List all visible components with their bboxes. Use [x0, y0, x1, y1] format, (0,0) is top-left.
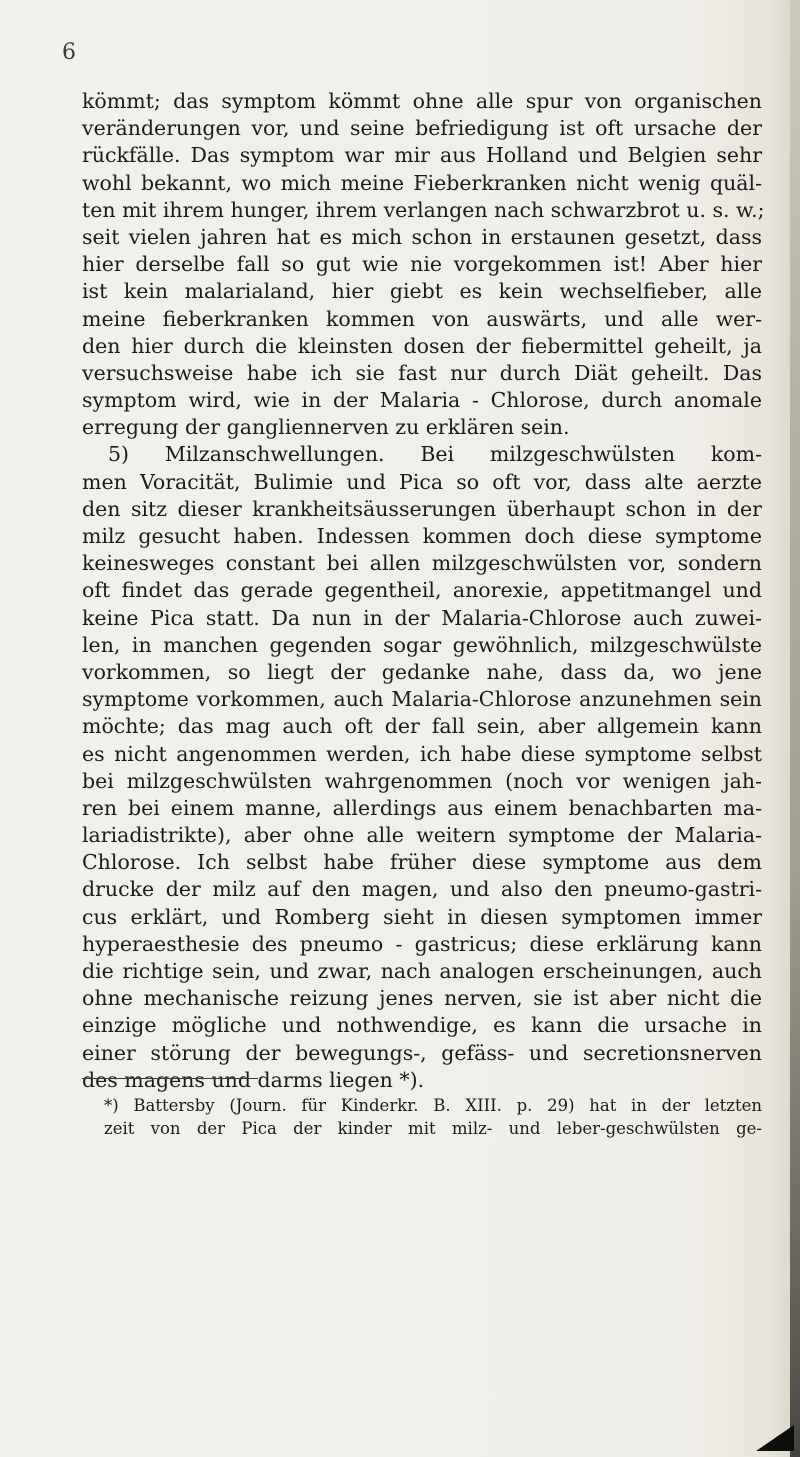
body-line: symptome vorkommen, auch Malaria-Chlorose anzunehmen sein	[82, 687, 762, 712]
section-heading-line: 5) Milzanschwellungen. Bei milzgeschwülsten kom-	[108, 442, 762, 467]
body-line: seit vielen jahren hat es mich schon in erstaunen gesetzt, dass	[82, 224, 762, 249]
body-line: ohne mechanische reizung jenes nerven, sie ist aber nicht die	[82, 986, 762, 1011]
body-line: kömmt; das symptom kömmt ohne alle spur von organischen	[82, 89, 762, 113]
page-number: 6	[62, 40, 76, 65]
body-line: ren bei einem manne, allerdings aus einem benachbarten ma-	[82, 795, 762, 820]
body-line: die richtige sein, und zwar, nach analogen erscheinungen, auch	[82, 959, 762, 983]
body-line: einzige mögliche und nothwendige, es kann die ursache in	[82, 1013, 762, 1038]
body-line: lariadistrikte), aber ohne alle weitern symptome der Malaria-	[82, 823, 762, 848]
body-line: möchte; das mag auch oft der fall sein, aber allgemein kann	[82, 714, 762, 739]
body-line: meine fieberkranken kommen von auswärts, und alle wer-	[82, 306, 762, 331]
footnote-line: zeit von der Pica der kinder mit milz- und leber-geschwülsten ge-	[104, 1119, 762, 1138]
footnote-divider	[82, 1078, 258, 1079]
body-line: oft findet das gerade gegentheil, anorexie, appetitmangel und	[82, 578, 762, 603]
body-line: keine Pica statt. Da nun in der Malaria-Chlorose auch zuwei-	[82, 605, 762, 630]
body-line: len, in manchen gegenden sogar gewöhnlich, milzgeschwülste	[82, 632, 762, 657]
body-line: veränderungen vor, und seine befriedigung ist oft ursache der	[82, 116, 762, 141]
body-text	[82, 88, 765, 1094]
footnote-line: *) Battersby (Journ. für Kinderkr. B. XIII. p. 29) hat in der letzten	[104, 1096, 762, 1115]
body-line: versuchsweise habe ich sie fast nur durch Diät geheilt. Das	[82, 360, 762, 385]
page-corner-shadow	[756, 1425, 794, 1451]
body-line: vorkommen, so liegt der gedanke nahe, dass da, wo jene	[82, 659, 762, 684]
footnote	[104, 1094, 762, 1140]
body-line: hyperaesthesie des pneumo - gastricus; diese erklärung kann	[82, 931, 762, 956]
body-line: rückfälle. Das symptom war mir aus Holland und Belgien sehr	[82, 143, 762, 168]
body-line: drucke der milz auf den magen, und also den pneumo-gastri-	[82, 877, 762, 902]
body-line: erregung der gangliennerven zu erklären sein.	[82, 415, 570, 440]
body-line: einer störung der bewegungs-, gefäss- und secretionsnerven	[82, 1040, 762, 1065]
body-line: ten mit ihrem hunger, ihrem verlangen nach schwarzbrot u. s. w.;	[82, 197, 765, 222]
body-line: symptom wird, wie in der Malaria - Chlorose, durch anomale	[82, 388, 762, 413]
body-line: keinesweges constant bei allen milzgeschwülsten vor, sondern	[82, 551, 762, 576]
body-line: ist kein malarialand, hier giebt es kein wechselfieber, alle	[82, 279, 762, 304]
page-edge-shadow	[790, 0, 800, 1457]
body-line: hier derselbe fall so gut wie nie vorgekommen ist! Aber hier	[82, 252, 762, 277]
body-line: den hier durch die kleinsten dosen der fiebermittel geheilt, ja	[82, 333, 762, 358]
body-line: den sitz dieser krankheitsäusserungen überhaupt schon in der	[82, 496, 762, 521]
body-line: wohl bekannt, wo mich meine Fieberkranken nicht wenig quäl-	[82, 170, 762, 195]
body-line: cus erklärt, und Romberg sieht in diesen symptomen immer	[82, 904, 762, 929]
body-line: Chlorose. Ich selbst habe früher diese symptome aus dem	[82, 850, 762, 875]
body-line: des magens und darms liegen *).	[82, 1067, 425, 1092]
body-line: men Voracität, Bulimie und Pica so oft vor, dass alte aerzte	[82, 469, 762, 494]
body-line: bei milzgeschwülsten wahrgenommen (noch vor wenigen jah-	[82, 768, 762, 793]
body-line: es nicht angenommen werden, ich habe diese symptome selbst	[82, 741, 762, 766]
body-line: milz gesucht haben. Indessen kommen doch diese symptome	[82, 524, 762, 548]
